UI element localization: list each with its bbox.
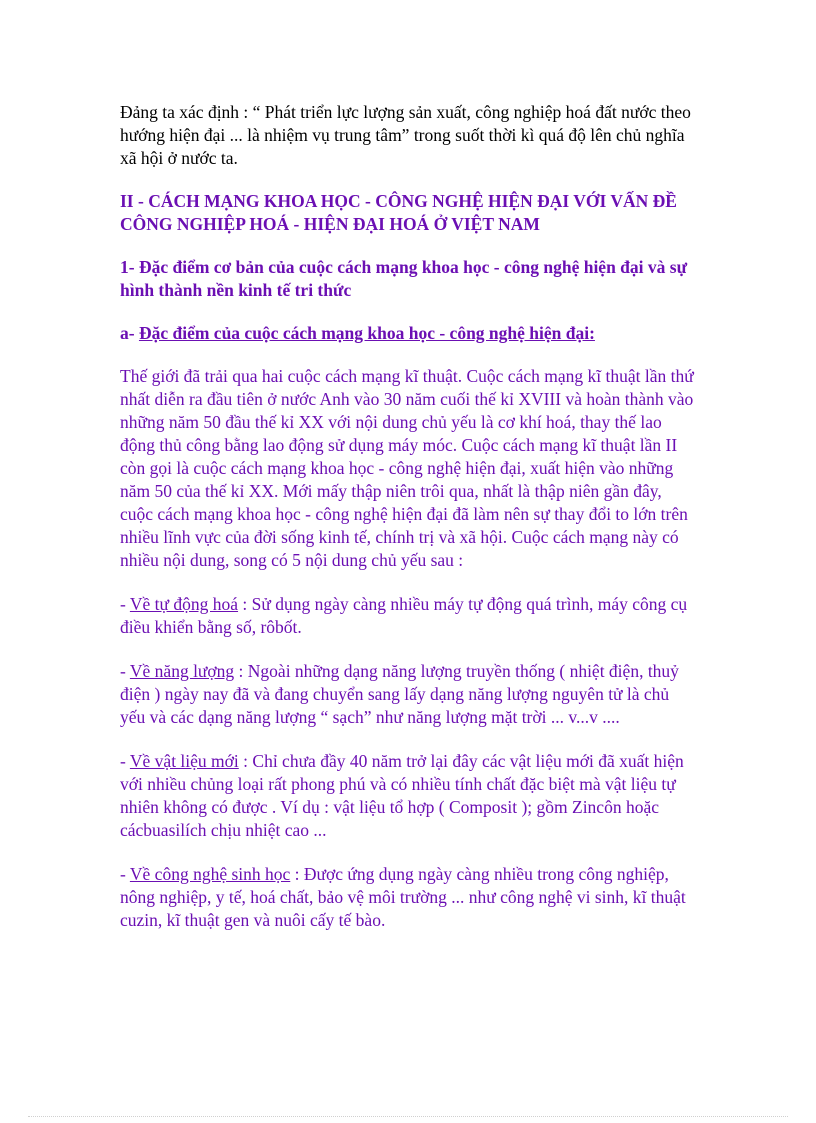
body-paragraph: Thế giới đã trải qua hai cuộc cách mạng kĩ thuật. Cuộc cách mạng kĩ thuật lần thứ nhất diễn ra đầu tiên ở nước Anh vào 30 năm cuối thế kỉ XVIII và hoàn thành vào những năm 50 đầu thế kỉ XX với nội dung chủ yếu là cơ khí hoá, thay thế lao động thủ công bằng lao động sử dụng máy móc. Cuộc cách mạng kĩ thuật lần II còn gọi là cuộc cách mạng khoa học - công nghệ hiện đại, xuất hiện vào những năm 50 của thế kỉ XX. Mới mấy thập niên trôi qua, nhất là thập niên gần đây, cuộc cách mạng khoa học - công nghệ hiện đại đã làm nên sự thay đổi to lớn trên nhiều lĩnh vực của đời sống kinh tế, chính trị và xã hội. Cuộc cách mạng này có nhiều nội dung, song có 5 nội dung chủ yếu sau : bbox=[120, 366, 694, 570]
document-page bbox=[120, 100, 696, 932]
bullet-text: : Chỉ chưa đầy 40 năm trở lại đây các vật liệu mới đã xuất hiện với nhiều chủng loại rất phong phú và có nhiều tính chất đặc biệt mà vật liệu tự nhiên không có được . Ví dụ : vật liệu tổ hợp ( Composit ); gồm Zincôn hoặc cácbuasilích chịu nhiệt cao ... bbox=[120, 751, 684, 840]
bullet-energy bbox=[120, 660, 696, 729]
bullet-dash: - bbox=[120, 661, 130, 681]
bullet-title: Về vật liệu mới bbox=[129, 751, 239, 771]
bullet-title: Về tự động hoá bbox=[129, 594, 239, 614]
bullet-text: : Được ứng dụng ngày càng nhiều trong công nghiệp, nông nghiệp, y tế, hoá chất, bảo vệ môi trường ... như công nghệ vi sinh, kĩ thuật cuzin, kĩ thuật gen và nuôi cấy tế bào. bbox=[120, 864, 686, 930]
subheading-a-title: Đặc điểm của cuộc cách mạng khoa học - công nghệ hiện đại: bbox=[138, 323, 595, 343]
bullet-dash: - bbox=[120, 594, 130, 614]
subheading-a bbox=[120, 322, 696, 345]
bullet-title: Về công nghệ sinh học bbox=[129, 864, 291, 884]
bullet-biotech bbox=[120, 863, 696, 932]
bullet-text: : Ngoài những dạng năng lượng truyền thống ( nhiệt điện, thuỷ điện ) ngày nay đã và đang chuyển sang lấy dạng năng lượng nguyên tử là chủ yếu và các dạng năng lượng “ sạch” như năng lượng mặt trời ... v...v .... bbox=[120, 661, 679, 727]
bullet-automation bbox=[120, 593, 696, 639]
bullet-title: Về năng lượng bbox=[129, 661, 235, 681]
subheading-1: 1- Đặc điểm cơ bản của cuộc cách mạng khoa học - công nghệ hiện đại và sự hình thành nền kinh tế tri thức bbox=[120, 257, 688, 300]
intro-paragraph: Đảng ta xác định : “ Phát triển lực lượng sản xuất, công nghiệp hoá đất nước theo hướng hiện đại ... là nhiệm vụ trung tâm” trong suốt thời kì quá độ lên chủ nghĩa xã hội ở nước ta. bbox=[120, 102, 691, 168]
bullet-dash: - bbox=[120, 751, 130, 771]
bullet-text: : Sử dụng ngày càng nhiều máy tự động quá trình, máy công cụ điều khiển bằng số, rôbốt. bbox=[120, 594, 688, 637]
bullet-materials bbox=[120, 750, 696, 842]
bullet-dash: - bbox=[120, 864, 130, 884]
subheading-a-prefix: a- bbox=[120, 323, 139, 343]
section-heading: II - CÁCH MẠNG KHOA HỌC - CÔNG NGHỆ HIỆN ĐẠI VỚI VẤN ĐỀ CÔNG NGHIỆP HOÁ - HIỆN ĐẠI HOÁ Ở VIỆT NAM bbox=[120, 191, 677, 234]
page-bottom-divider bbox=[28, 1116, 788, 1117]
